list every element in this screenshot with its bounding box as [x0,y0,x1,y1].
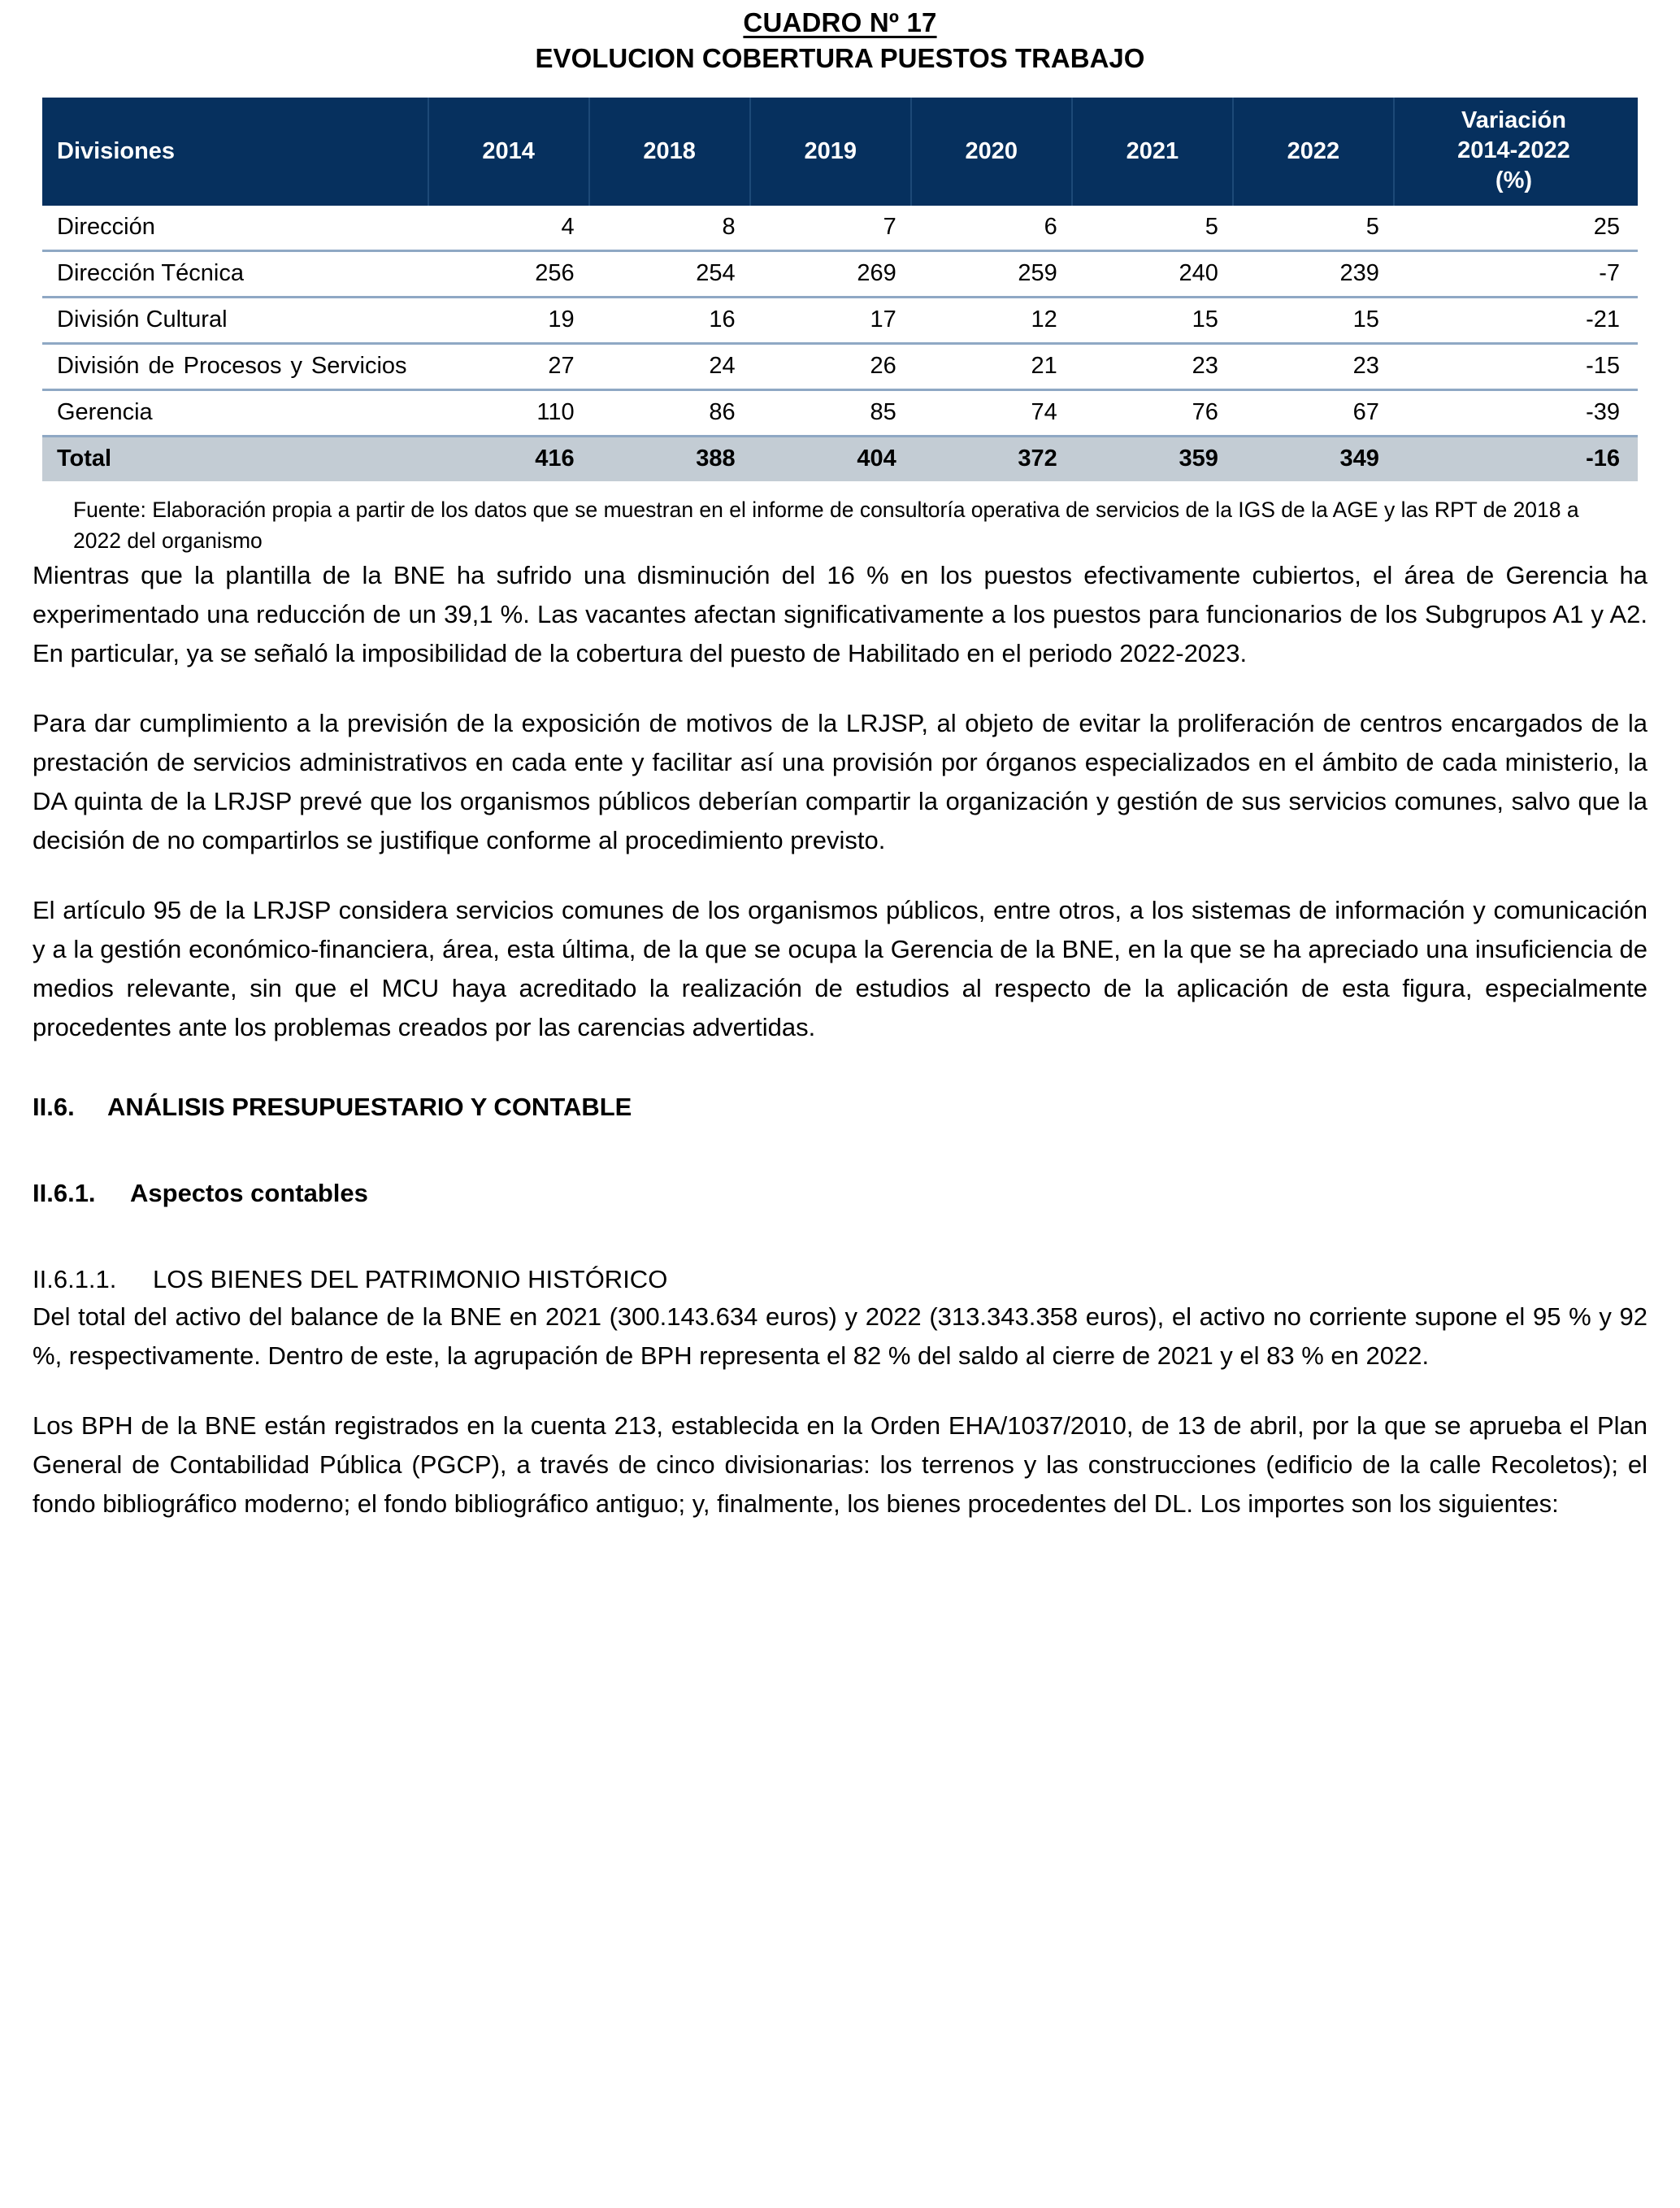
cell-total-2019: 404 [750,437,911,482]
cell-2019: 85 [750,390,911,437]
page-title-line1: CUADRO Nº 17 [743,7,937,37]
col-header-2019: 2019 [750,98,911,206]
cell-2014: 19 [428,298,589,344]
cell-total-2018: 388 [589,437,750,482]
col-header-2022: 2022 [1233,98,1394,206]
row-label: División de Procesos y Servicios [42,344,428,390]
cell-2014: 4 [428,206,589,251]
table-row [42,344,1638,390]
table-row [42,206,1638,251]
cell-2022: 23 [1233,344,1394,390]
cell-2021: 23 [1072,344,1233,390]
cell-2018: 24 [589,344,750,390]
row-label: Dirección [42,206,428,251]
cell-2022: 5 [1233,206,1394,251]
col-header-2014: 2014 [428,98,589,206]
row-label: División Cultural [42,298,428,344]
col-header-divisiones: Divisiones [42,98,428,206]
cell-2014: 256 [428,251,589,298]
col-header-2018: 2018 [589,98,750,206]
cell-2019: 17 [750,298,911,344]
cell-2020: 6 [911,206,1072,251]
cell-2020: 21 [911,344,1072,390]
table-row [42,251,1638,298]
col-header-2021: 2021 [1072,98,1233,206]
heading-subsubsection-number: II.6.1.1. [33,1265,117,1293]
paragraph-lrjsp-da-quinta: Para dar cumplimiento a la previsión de la exposición de motivos de la LRJSP, al objeto de evitar la proliferación de centros encargados de la prestación de servicios administrativos en cada ente y facilitar así una provisión por órganos especializados en el ámbito de cada ministerio, la DA quinta de la LRJSP prevé que los organismos públicos deberían compartir la organización y gestión de sus servicios comunes, salvo que la decisión de no compartirlos se justifique conforme al procedimiento previsto. [33,709,1647,854]
cell-2022: 239 [1233,251,1394,298]
heading-subsection-ii61 [33,1176,1647,1211]
cell-2019: 26 [750,344,911,390]
heading-subsubsection-text: LOS BIENES DEL PATRIMONIO HISTÓRICO [153,1265,668,1293]
table-header [42,98,1638,206]
cell-2020: 12 [911,298,1072,344]
cell-variacion: -21 [1394,298,1638,344]
cell-total-2022: 349 [1233,437,1394,482]
col-header-2020: 2020 [911,98,1072,206]
heading-section-ii6 [33,1089,1647,1125]
table-body [42,206,1638,481]
cell-2021: 240 [1072,251,1233,298]
cell-2018: 8 [589,206,750,251]
cell-variacion: 25 [1394,206,1638,251]
table-row [42,390,1638,437]
cell-2018: 254 [589,251,750,298]
page-title-line2: EVOLUCION COBERTURA PUESTOS TRABAJO [535,43,1145,73]
heading-subsection-number: II.6.1. [33,1179,96,1207]
col-header-variacion-line2: 2014-2022 [1457,137,1570,163]
cell-2022: 15 [1233,298,1394,344]
cell-2018: 86 [589,390,750,437]
cell-2021: 76 [1072,390,1233,437]
paragraph-articulo-95: El artículo 95 de la LRJSP considera servicios comunes de los organismos públicos, entre otros, a los sistemas de información y comunicación y a la gestión económico-financiera, área, esta última, de la que se ocupa la Gerencia de la BNE, en la que se ha apreciado una insuficiencia de medios relevante, sin que el MCU haya acreditado la realización de estudios al respecto de la aplicación de esta figura, especialmente procedentes ante los problemas creados por las carencias advertidas. [33,896,1647,1041]
cell-2021: 5 [1072,206,1233,251]
page-title [16,0,1664,41]
table-total-row [42,437,1638,482]
cell-total-2014: 416 [428,437,589,482]
paragraph-plantilla-bne: Mientras que la plantilla de la BNE ha sufrido una disminución del 16 % en los puestos efectivamente cubiertos, el área de Gerencia ha experimentado una reducción de un 39,1 %. Las vacantes afectan significativamente a los puestos para funcionarios de los Subgrupos A1 y A2. En particular, ya se señaló la imposibilidad de la cobertura del puesto de Habilitado en el periodo 2022-2023. [33,561,1647,667]
col-header-variacion [1394,98,1638,206]
heading-subsection-text: Aspectos contables [130,1179,368,1207]
cell-variacion: -39 [1394,390,1638,437]
paragraph-activo-balance: Del total del activo del balance de la BNE en 2021 (300.143.634 euros) y 2022 (313.343.358 euros), el activo no corriente supone el 95 % y 92 %, respectivamente. Dentro de este, la agrupación de BPH representa el 82 % del saldo al cierre de 2021 y el 83 % en 2022. [33,1302,1647,1370]
cuadro-17-table-wrap [42,98,1638,481]
cell-variacion: -15 [1394,344,1638,390]
table-source-note: Fuente: Elaboración propia a partir de los datos que se muestran en el informe de consultoría operativa de servicios de la IGS de la AGE y las RPT de 2018 a 2022 del organismo [73,498,1579,553]
heading-subsubsection-ii611 [33,1262,1647,1297]
cell-2014: 110 [428,390,589,437]
cell-2014: 27 [428,344,589,390]
cell-2022: 67 [1233,390,1394,437]
col-header-variacion-line3: (%) [1495,167,1533,193]
cell-2019: 7 [750,206,911,251]
cell-2020: 74 [911,390,1072,437]
cell-variacion: -7 [1394,251,1638,298]
table-header-row [42,98,1638,206]
col-header-variacion-line1: Variación [1461,107,1566,133]
heading-section-text: ANÁLISIS PRESUPUESTARIO Y CONTABLE [107,1093,632,1121]
cell-total-2020: 372 [911,437,1072,482]
cell-total-variacion: -16 [1394,437,1638,482]
paragraph-bph-cuenta-213: Los BPH de la BNE están registrados en la cuenta 213, establecida en la Orden EHA/1037/2010, de 13 de abril, por la que se aprueba el Plan General de Contabilidad Pública (PGCP), a través de cinco divisionarias: los terrenos y las construcciones (edificio de la calle Recoletos); el fondo bibliográfico moderno; el fondo bibliográfico antiguo; y, finalmente, los bienes procedentes del DL. Los importes son los siguientes: [33,1411,1647,1518]
document-body [33,556,1647,1523]
cell-total-2021: 359 [1072,437,1233,482]
cell-2018: 16 [589,298,750,344]
row-label-total: Total [42,437,428,482]
cell-2020: 259 [911,251,1072,298]
row-label: Dirección Técnica [42,251,428,298]
cuadro-17-table [42,98,1638,481]
page-subtitle [16,41,1664,76]
table-row [42,298,1638,344]
heading-section-number: II.6. [33,1093,75,1121]
row-label: Gerencia [42,390,428,437]
cell-2019: 269 [750,251,911,298]
cell-2021: 15 [1072,298,1233,344]
